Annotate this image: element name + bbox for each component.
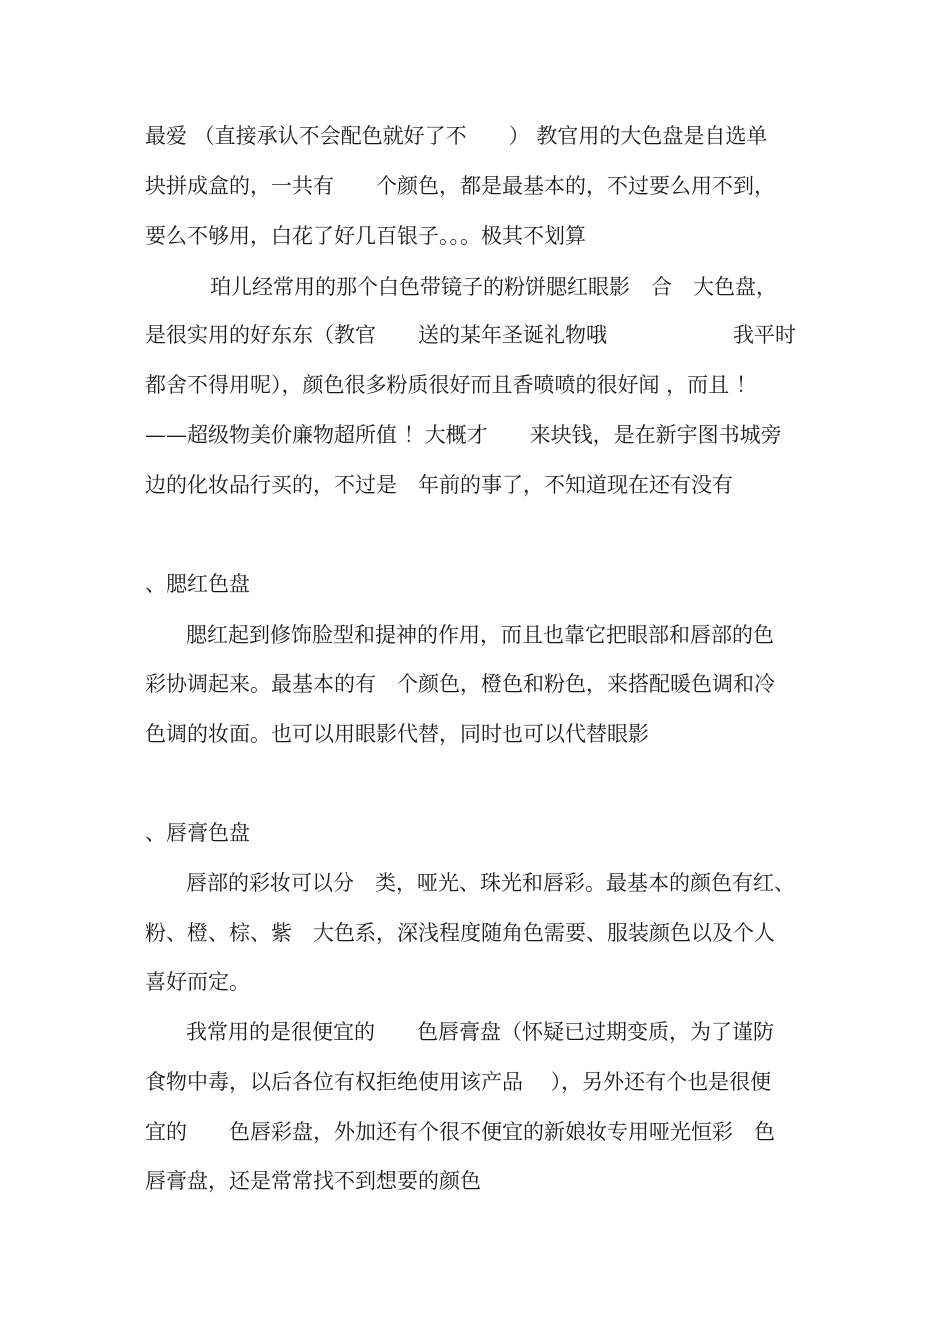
- section-heading-blush: 、腮红色盘: [145, 572, 250, 596]
- paragraph-line: 色调的妆面。也可以用眼影代替，同时也可以代替眼影: [145, 722, 649, 746]
- paragraph-line: 腮红起到修饰脸型和提神的作用，而且也靠它把眼部和唇部的色: [186, 623, 774, 647]
- paragraph-line: 块拼成盒的，一共有 个颜色，都是最基本的，不过要么用不到，: [145, 174, 775, 198]
- paragraph-line: 都舍不得用呢），颜色很多粉质很好而且香喷喷的很好闻 ，而且 ！: [145, 373, 757, 397]
- paragraph-line: 是很实用的好东东（教官 送的某年圣诞礼物哦 我平时: [145, 323, 796, 347]
- paragraph-line: 最爱 （直接承认不会配色就好了不 ） 教官用的大色盘是自选单: [145, 124, 768, 148]
- paragraph-line: 珀儿经常用的那个白色带镜子的粉饼腮红眼影 合 大色盘，: [210, 275, 777, 299]
- paragraph-line: 食物中毒，以后各位有权拒绝使用该产品 ），另外还有个也是很便: [145, 1070, 772, 1094]
- paragraph-line: 喜好而定。: [145, 970, 250, 994]
- paragraph-line: 宜的 色唇彩盘，外加还有个很不便宜的新娘妆专用哑光恒彩 色: [145, 1120, 775, 1144]
- paragraph-line: 边的化妆品行买的，不过是 年前的事了，不知道现在还有没有: [145, 473, 733, 497]
- paragraph-line: ——超级物美价廉物超所值 ！大概才 来块钱，是在新宇图书城旁: [145, 423, 782, 447]
- paragraph-line: 唇膏盘，还是常常找不到想要的颜色: [145, 1169, 481, 1193]
- paragraph-line: 彩协调起来。最基本的有 个颜色，橙色和粉色，来搭配暖色调和冷: [145, 672, 775, 696]
- paragraph-line: 要么不够用，白花了好几百银子。。。极其不划算: [145, 224, 586, 248]
- paragraph-line: 粉、橙、棕、紫 大色系，深浅程度随角色需要、服装颜色以及个人: [145, 921, 775, 945]
- paragraph-line: 唇部的彩妆可以分 类，哑光、珠光和唇彩。最基本的颜色有红、: [186, 871, 795, 895]
- paragraph-line: 我常用的是很便宜的 色唇膏盘（怀疑已过期变质，为了谨防: [186, 1020, 774, 1044]
- section-heading-lipstick: 、唇膏色盘: [145, 821, 250, 845]
